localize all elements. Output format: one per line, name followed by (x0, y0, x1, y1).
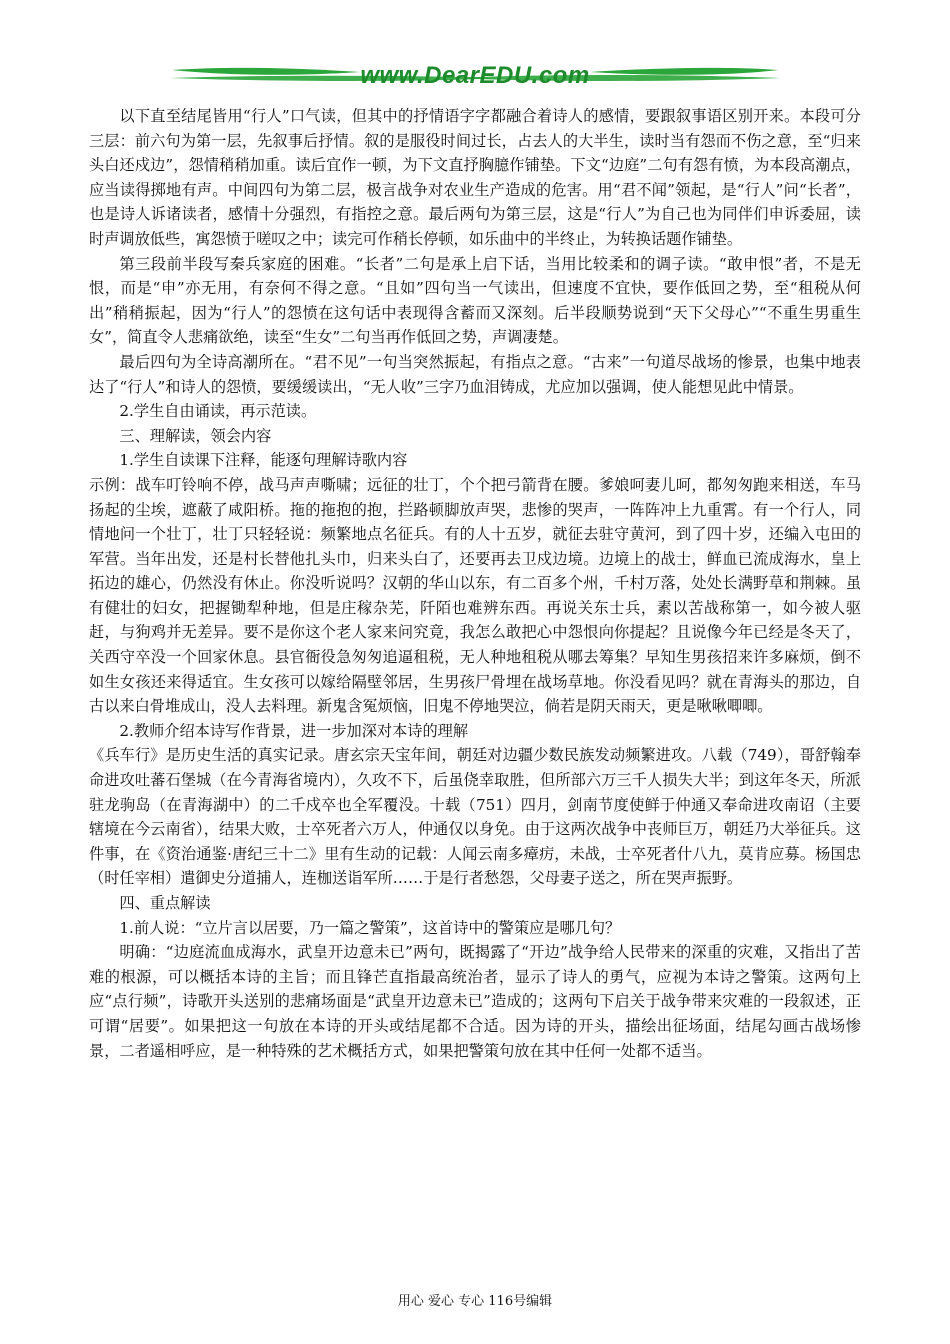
paragraph: 1.前人说：“立片言以居要，乃一篇之警策”，这首诗中的警策应是哪几句？ (119, 918, 621, 937)
paragraph: 《兵车行》是历史生活的真实记录。唐玄宗天宝年间，朝廷对边疆少数民族发动频繁进攻。八载（749），哥舒翰奉命进攻吐蕃石堡城（在今青海省境内），久攻不下，后虽侥幸取胜，但所部六万三千人损失大半；到这年冬天，所派驻龙驹岛（在青海湖中）的二千戍卒也全军覆没。十载（751）四月，剑南节度使鲜于仲通又奉命进攻南诏（主要辖境在今云南省），结果大败，士卒死者六万人，仲通仅以身免。由于这两次战争中丧师巨万，朝廷乃大举征兵。这件事，在《资治通鉴·唐纪三十二》里有生动的记载：人闻云南多瘴疠，未战，士卒死者什八九，莫肯应募。杨国忠（时任宰相）遣御史分道捕人，连枷送诣军所……于是行者愁怨，父母妻子送之，所在哭声振野。 (89, 746, 861, 888)
paragraph: 2.教师介绍本诗写作背景，进一步加深对本诗的理解 (119, 721, 469, 740)
page-footer: 用心 爱心 专心 116号编辑 (397, 1294, 553, 1309)
paragraph: 明确：“边庭流血成海水，武皇开边意未已”两句，既揭露了“开边”战争给人民带来的深重的灾难，又指出了苦难的根源，可以概括本诗的主旨；而且锋芒直指最高统治者，显示了诗人的勇气，应视为本诗之警策。这两句上应“点行频”，诗歌开头送别的悲痛场面是“武皇开边意未已”造成的；这两句下启关于战争带来灾难的一段叙述，正可谓“居要”。如果把这一句放在本诗的开头或结尾都不合适。因为诗的开头，描绘出征场面，结尾勾画古战场惨景，二者遥相呼应，是一种特殊的艺术概括方式，如果把警策句放在其中任何一处都不适当。 (89, 943, 861, 1060)
site-logo-text: www.DearEDU.com (360, 62, 590, 89)
paragraph: 2.学生自由诵读，再示范读。 (119, 402, 317, 421)
paragraph: 示例：战车叮铃响不停，战马声声嘶啸；远征的壮丁，个个把弓箭背在腰。爹娘呵妻儿呵，都匆匆跑来相送，车马扬起的尘埃，遮蔽了咸阳桥。拖的拖抱的抱，拦路顿脚放声哭，悲惨的哭声，一阵阵冲上九重霄。有一个行人，同情地问一个壮丁，壮丁只轻轻说：频繁地点名征兵。有的人十五岁，就征去驻守黄河，到了四十岁，还编入屯田的军营。当年出发，还是村长替他扎头巾，归来头白了，还要再去卫戍边境。边境上的战士，鲜血已流成海水，皇上拓边的雄心，仍然没有休止。你没听说吗？汉朝的华山以东，有二百多个州，千村万落，处处长满野草和荆棘。虽有健壮的妇女，把握锄犁种地，但是庄稼杂芜，阡陌也难辨东西。再说关东士兵，素以苦战称第一，如今被人驱赶，与狗鸡并无差异。要不是你这个老人家来问究竟，我怎么敢把心中怨恨向你提起？且说像今年已经是冬天了，关西守卒没一个回家休息。县官衙役急匆匆追逼租税，无人种地租税从哪去筹集？早知生男孩招来许多麻烦，倒不如生女孩还来得适宜。生女孩可以嫁给隔壁邻居，生男孩尸骨埋在战场草地。你没看见吗？就在青海头的那边，自古以来白骨堆成山，没人去料理。新鬼含冤烦恼，旧鬼不停地哭泣，倘若是阴天雨天，更是啾啾唧唧。 (89, 475, 861, 716)
document-body (89, 104, 861, 1063)
site-header-banner (170, 58, 780, 98)
section-heading: 三、理解读，领会内容 (119, 426, 272, 445)
paragraph: 以下直至结尾皆用“行人”口气读，但其中的抒情语字字都融合着诗人的感情，要跟叙事语区别开来。本段可分三层：前六句为第一层，先叙事后抒情。叙的是服役时间过长，占去人的大半生，读时当有怨而不伤之意，至“归来头白还戍边”，怨情稍稍加重。读后宜作一顿，为下文直抒胸臆作铺垫。下文“边庭”二句有怨有愤，为本段高潮点，应当读得掷地有声。中间四句为第二层，极言战争对农业生产造成的危害。用“君不闻”领起，是“行人”问“长者”，也是诗人诉诸读者，感情十分强烈，有指控之意。最后两句为第三层，这是“行人”为自己也为同伴们申诉委屈，读时声调放低些，寓怨愤于嗟叹之中；读完可作稍长停顿，如乐曲中的半终止，为转换话题作铺垫。 (89, 107, 861, 248)
section-heading: 四、重点解读 (119, 894, 211, 912)
paragraph: 最后四句为全诗高潮所在。“君不见”一句当突然振起，有指点之意。“古来”一句道尽战场的惨景，也集中地表达了“行人”和诗人的怨愤，要缓缓读出，“无人收”三字乃血泪铸成，尤应加以强调，使人能想见此中情景。 (89, 352, 861, 396)
paragraph: 第三段前半段写秦兵家庭的困难。“长者”二句是承上启下话，当用比较柔和的调子读。“敢申恨”者，不是无恨，而是“申”亦无用，有奈何不得之意。“且如”四句当一气读出，但速度不宜快，要作低回之势，至“租税从何出”稍稍振起，因为“行人”的怨愤在这句话中表现得含蓄而又深刻。后半段顺势说到“天下父母心”“不重生男重生女”，简直令人悲痛欲绝，读至“生女”二句当再作低回之势，声调凄楚。 (89, 254, 861, 347)
paragraph: 1.学生自读课下注释，能逐句理解诗歌内容 (119, 451, 408, 470)
